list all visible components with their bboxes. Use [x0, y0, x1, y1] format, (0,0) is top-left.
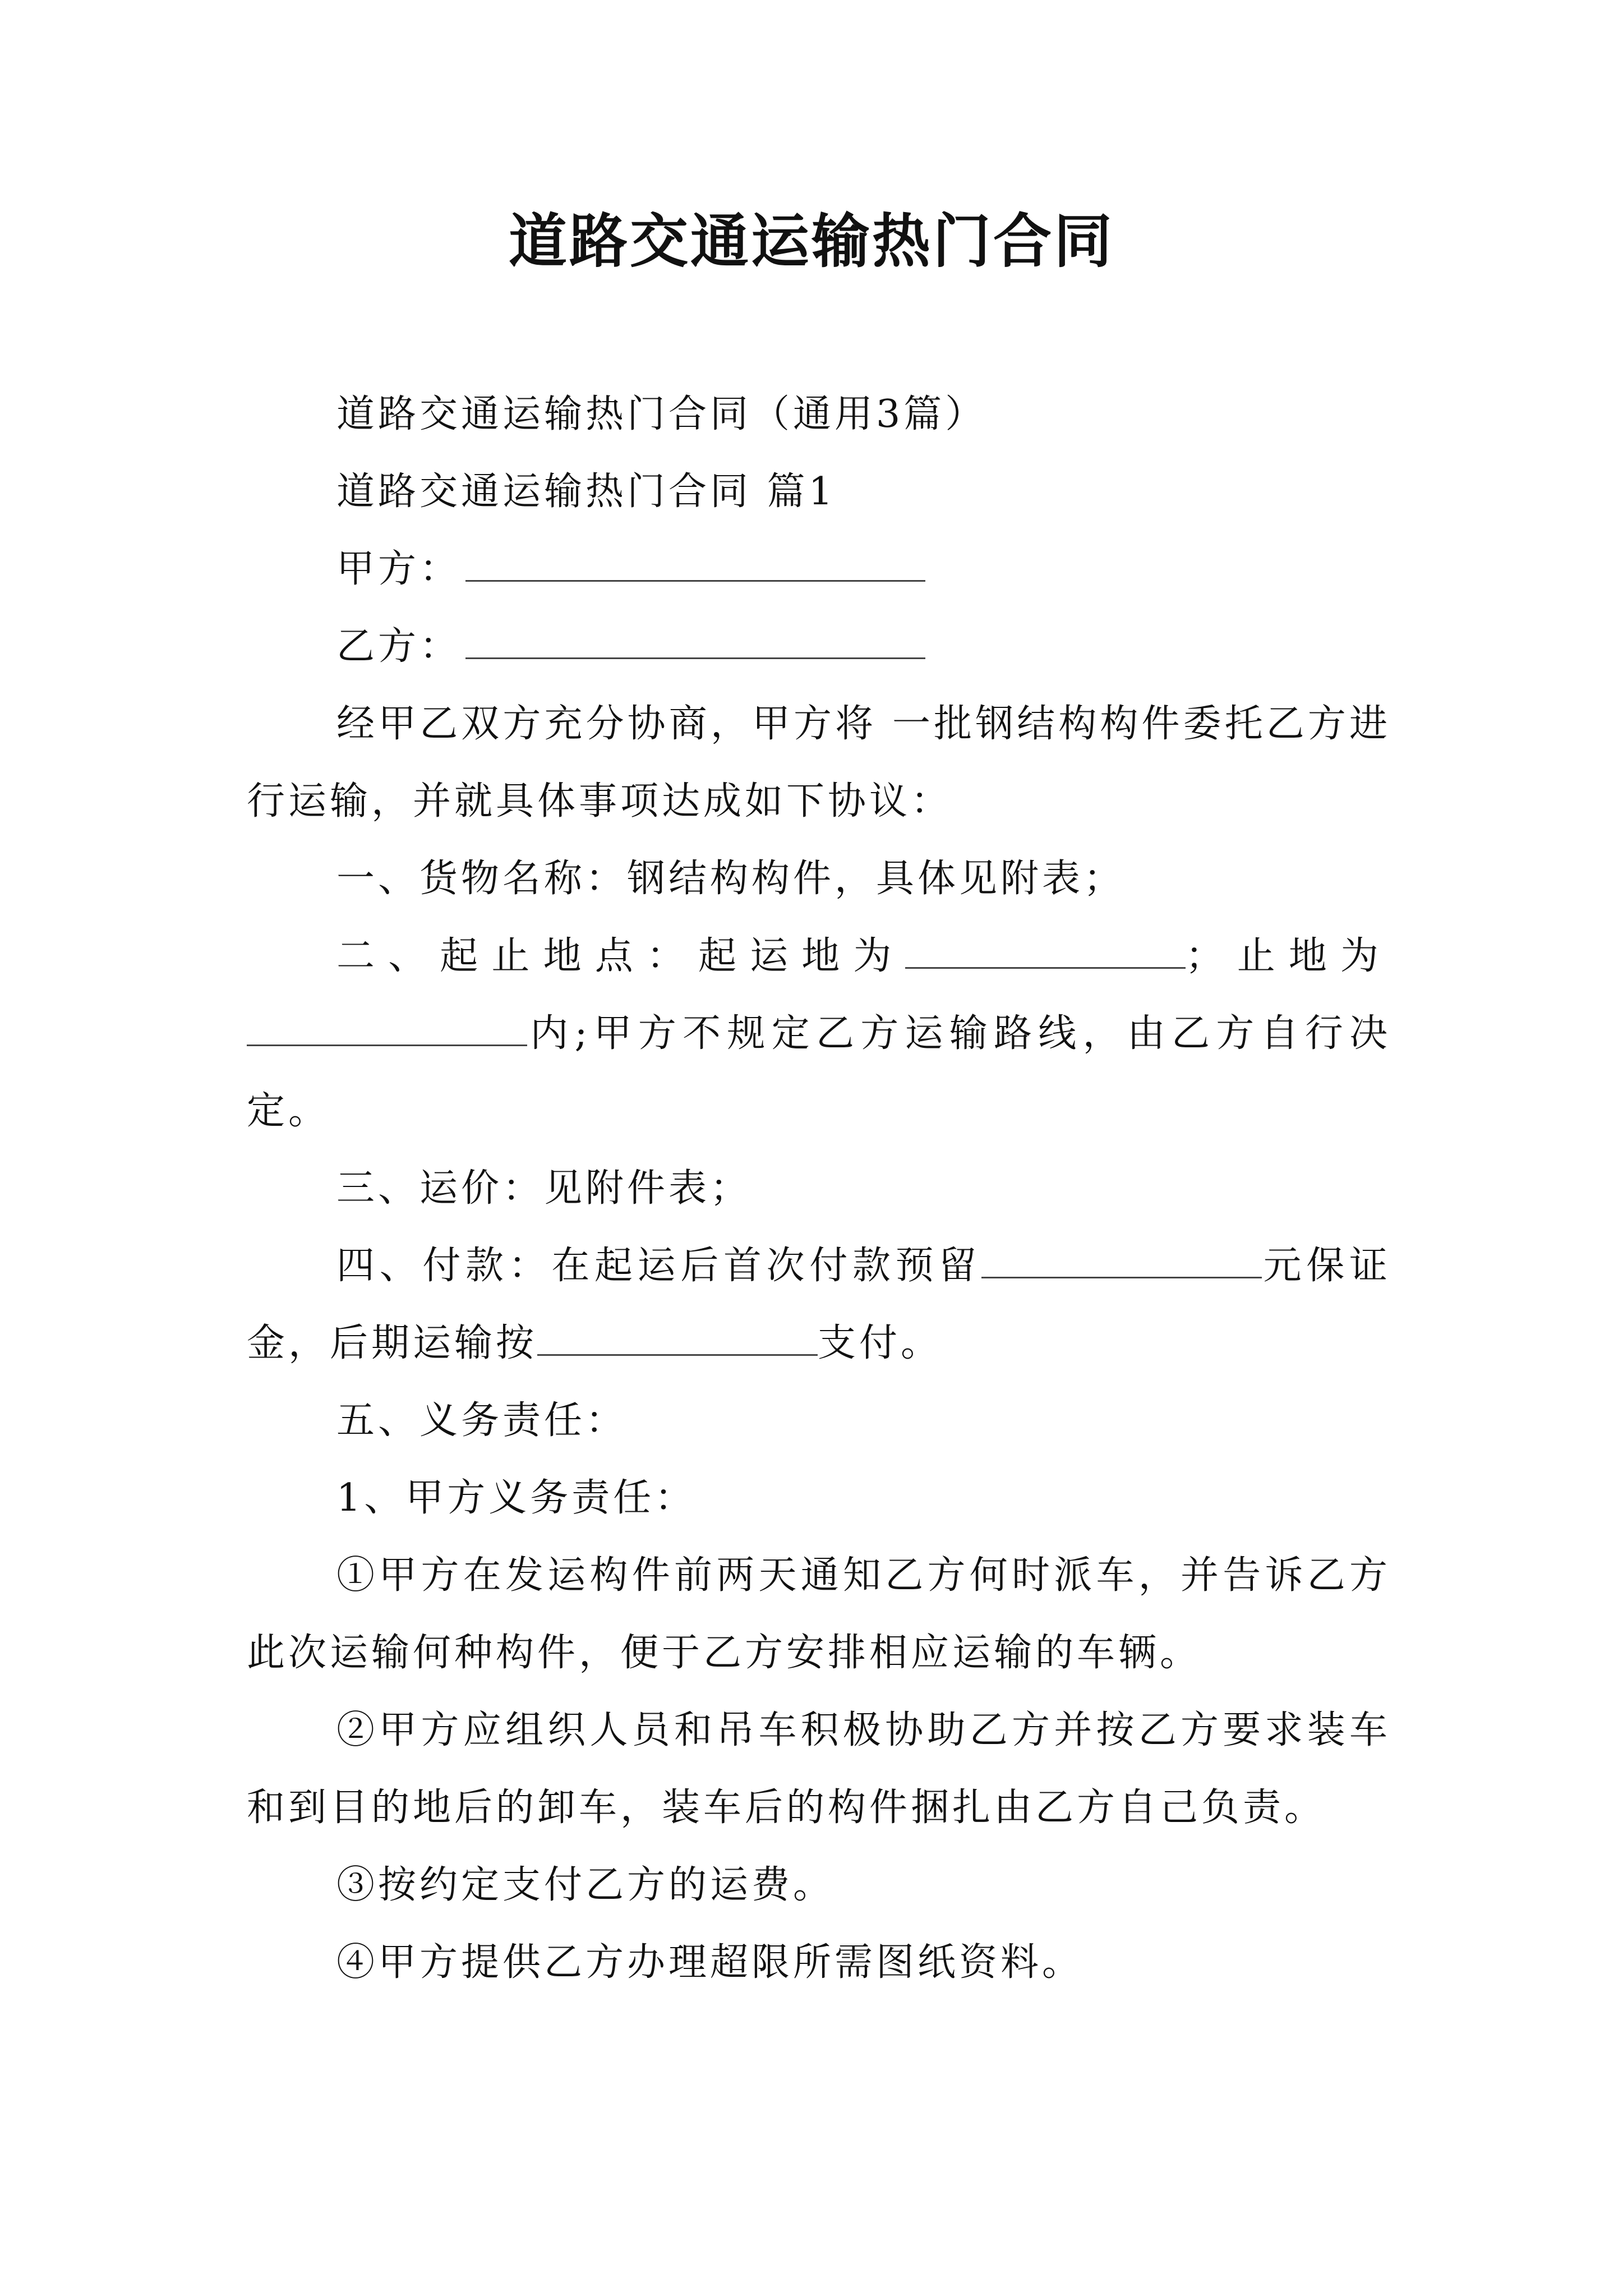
party-b-label: 乙方：: [336, 624, 462, 669]
party-a-line: [247, 531, 1391, 608]
chapter-heading: 道路交通运输热门合同 篇1: [336, 470, 836, 514]
origin-blank: [905, 933, 1186, 969]
clause-3: 三、运价：见附件表；: [336, 1166, 752, 1211]
party-a-label: 甲方：: [336, 547, 462, 591]
party-a-blank: [465, 546, 925, 582]
party-b-blank: [465, 624, 925, 659]
destination-blank: [247, 1011, 527, 1046]
subtitle-line: 道路交通运输热门合同（通用3篇）: [336, 392, 987, 436]
clause-2-text-c: 内;甲方不规定乙方运输路线，由乙方自行决定。: [247, 1011, 1391, 1133]
duty-a-item-1: ①甲方在发运构件前两天通知乙方何时派车，并告诉乙方此次运输何种构件，便于乙方安排相应运输的车辆。: [247, 1553, 1391, 1675]
clause-4-text-a: 四、付款：在起运后首次付款预留: [336, 1244, 981, 1288]
document-title: 道路交通运输热门合同: [508, 207, 1114, 275]
deposit-blank: [981, 1243, 1262, 1278]
clause-2-text-a: 二、起止地点：起运地为: [336, 934, 905, 978]
duty-a-item-3: ③按约定支付乙方的运费。: [336, 1863, 835, 1907]
clause-2: [247, 918, 1391, 1150]
duty-a-heading: 1、甲方义务责任：: [336, 1476, 697, 1520]
clause-4-text-b: 元保证金，后期运输按: [247, 1244, 1391, 1365]
party-b-line: [247, 608, 1391, 685]
clause-4: [247, 1227, 1391, 1382]
clause-5: 五、义务责任：: [336, 1398, 628, 1443]
clause-1: 一、货物名称：钢结构构件，具体见附表；: [336, 857, 1126, 901]
clause-2-text-b: ；止地为: [1185, 934, 1391, 978]
document-body: [247, 376, 1391, 2001]
duty-a-item-4: ④甲方提供乙方办理超限所需图纸资料。: [336, 1940, 1084, 1985]
intro-paragraph: 经甲乙双方充分协商，甲方将 一批钢结构构件委托乙方进行运输，并就具体事项达成如下协议：: [247, 702, 1391, 823]
duty-a-item-2: ②甲方应组织人员和吊车积极协助乙方并按乙方要求装车和到目的地后的卸车，装车后的构件捆扎由乙方自己负责。: [247, 1708, 1391, 1830]
clause-4-text-c: 支付。: [818, 1321, 943, 1365]
payment-method-blank: [537, 1320, 818, 1356]
